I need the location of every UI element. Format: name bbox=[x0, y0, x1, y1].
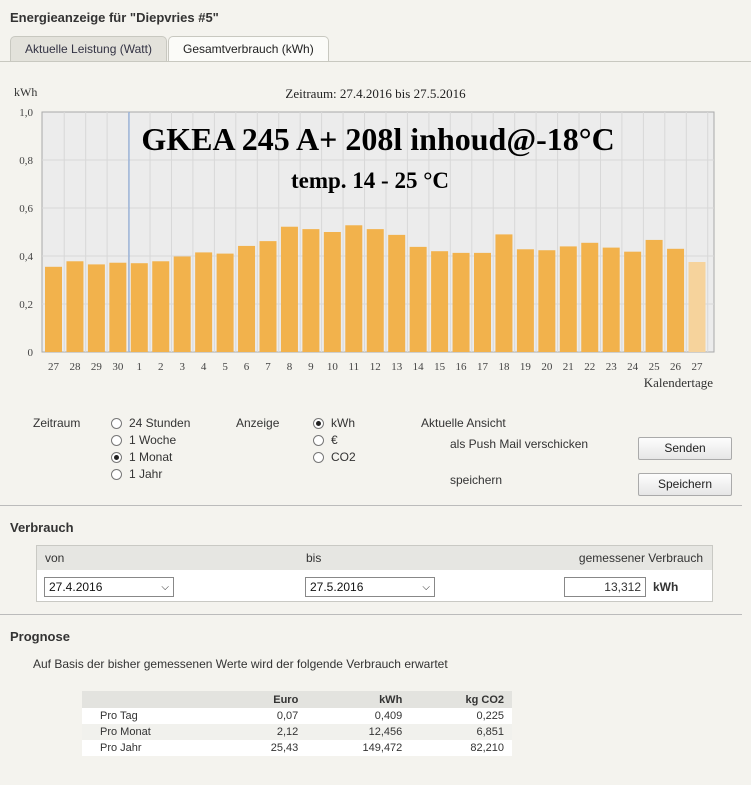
section-divider bbox=[0, 505, 742, 506]
x-tick-label: 14 bbox=[412, 361, 424, 373]
bar bbox=[689, 262, 706, 352]
y-tick-label: 0,4 bbox=[19, 251, 33, 263]
bar bbox=[324, 232, 341, 352]
header-cell: kg CO2 bbox=[410, 691, 512, 708]
y-tick-label: 0,2 bbox=[19, 299, 33, 311]
x-tick-label: 24 bbox=[627, 361, 639, 373]
bar bbox=[109, 263, 126, 352]
x-tick-label: 27 bbox=[691, 361, 703, 373]
anzeige-radio-group bbox=[313, 415, 356, 466]
table-row: Pro Tag 0,07 0,409 0,225 bbox=[82, 708, 512, 724]
gemessener-verbrauch-field[interactable]: 13,312 bbox=[564, 577, 646, 597]
bar bbox=[646, 240, 663, 352]
push-mail-label: als Push Mail verschicken bbox=[450, 437, 589, 451]
radio-icon[interactable] bbox=[111, 435, 122, 446]
table-header-row bbox=[82, 691, 512, 708]
zeitraum-radio-group bbox=[111, 415, 190, 483]
bar bbox=[174, 256, 191, 352]
radio-icon[interactable] bbox=[111, 418, 122, 429]
section-divider bbox=[0, 614, 742, 615]
x-tick-label: 11 bbox=[348, 361, 360, 373]
y-tick-labels bbox=[19, 107, 33, 359]
radio-icon[interactable] bbox=[313, 452, 324, 463]
bar bbox=[517, 249, 534, 352]
x-tick-label: 22 bbox=[584, 361, 596, 373]
bar bbox=[88, 264, 105, 352]
x-tick-label: 30 bbox=[112, 361, 124, 373]
anzeige-option-euro[interactable]: € bbox=[313, 432, 356, 449]
verbrauch-panel bbox=[36, 545, 713, 602]
bar bbox=[66, 261, 83, 352]
radio-checked-icon[interactable] bbox=[111, 452, 122, 463]
tab-aktuelle-leistung[interactable]: Aktuelle Leistung (Watt) bbox=[10, 36, 167, 61]
x-tick-label: 20 bbox=[541, 361, 553, 373]
x-tick-label: 21 bbox=[562, 361, 574, 373]
chart-title: GKEA 245 A+ 208l inhoud@-18°C bbox=[141, 121, 615, 157]
x-tick-label: 19 bbox=[519, 361, 531, 373]
y-tick-label: 0,8 bbox=[19, 155, 33, 167]
chevron-down-icon: ⌵ bbox=[161, 582, 169, 593]
x-axis-label: Kalendertage bbox=[643, 375, 713, 390]
zeitraum-option-woche[interactable]: 1 Woche bbox=[111, 432, 190, 449]
x-tick-label: 2 bbox=[158, 361, 164, 373]
bar bbox=[453, 253, 470, 352]
x-tick-label: 8 bbox=[286, 361, 293, 373]
bar bbox=[45, 267, 62, 352]
bar bbox=[603, 248, 620, 352]
bar bbox=[410, 247, 427, 352]
chart-period: Zeitraum: 27.4.2016 bis 27.5.2016 bbox=[285, 86, 466, 101]
bis-date-select[interactable]: 27.5.2016 ⌵ bbox=[305, 577, 435, 597]
radio-checked-icon[interactable] bbox=[313, 418, 324, 429]
anzeige-option-co2[interactable]: CO2 bbox=[313, 449, 356, 466]
bar bbox=[238, 246, 255, 352]
x-tick-label: 6 bbox=[243, 361, 250, 373]
chart-subtitle: temp. 14 - 25 °C bbox=[290, 168, 450, 193]
x-tick-label: 23 bbox=[605, 361, 617, 373]
header-cell: Euro bbox=[225, 691, 306, 708]
x-tick-label: 17 bbox=[477, 361, 488, 373]
col-bis: bis bbox=[306, 551, 322, 565]
zeitraum-option-jahr[interactable]: 1 Jahr bbox=[111, 466, 190, 483]
von-date-select[interactable]: 27.4.2016 ⌵ bbox=[44, 577, 174, 597]
x-tick-label: 1 bbox=[136, 361, 143, 373]
x-tick-label: 5 bbox=[222, 361, 228, 373]
chevron-down-icon: ⌵ bbox=[422, 582, 430, 593]
table-row: Pro Monat 2,12 12,456 6,851 bbox=[82, 724, 512, 740]
x-tick-label: 4 bbox=[200, 361, 207, 373]
bar bbox=[367, 229, 384, 352]
x-tick-label: 27 bbox=[48, 361, 59, 373]
table-row: Pro Jahr 25,43 149,472 82,210 bbox=[82, 740, 512, 756]
tab-gesamtverbrauch[interactable]: Gesamtverbrauch (kWh) bbox=[168, 36, 329, 62]
x-tick-label: 28 bbox=[69, 361, 81, 373]
bar bbox=[388, 235, 405, 352]
bar bbox=[560, 246, 577, 352]
x-tick-label: 7 bbox=[265, 361, 271, 373]
prognose-description: Auf Basis der bisher gemessenen Werte wird der folgende Verbrauch erwartet bbox=[33, 657, 448, 671]
bar bbox=[217, 254, 234, 352]
window-title: Energieanzeige für "Diepvries #5" bbox=[10, 10, 219, 25]
radio-icon[interactable] bbox=[313, 435, 324, 446]
verbrauch-unit: kWh bbox=[653, 580, 679, 594]
speichern-label: speichern bbox=[450, 473, 503, 487]
x-tick-label: 15 bbox=[434, 361, 446, 373]
bar bbox=[474, 253, 491, 352]
x-tick-label: 12 bbox=[369, 361, 381, 373]
y-tick-label: 1,0 bbox=[19, 107, 33, 119]
bar bbox=[667, 249, 684, 352]
bar bbox=[281, 227, 298, 352]
x-tick-label: 9 bbox=[308, 361, 314, 373]
anzeige-label: Anzeige bbox=[236, 416, 280, 430]
x-tick-label: 10 bbox=[326, 361, 338, 373]
col-von: von bbox=[45, 551, 65, 565]
speichern-button[interactable]: Speichern bbox=[638, 473, 732, 496]
zeitraum-option-24h[interactable]: 24 Stunden bbox=[111, 415, 190, 432]
radio-icon[interactable] bbox=[111, 469, 122, 480]
x-tick-label: 29 bbox=[90, 361, 102, 373]
y-tick-label: 0,6 bbox=[19, 203, 33, 215]
header-cell: kWh bbox=[306, 691, 410, 708]
senden-button[interactable]: Senden bbox=[638, 437, 732, 460]
bar bbox=[260, 241, 277, 352]
bar bbox=[345, 225, 362, 352]
col-gemessener-verbrauch: gemessener Verbrauch bbox=[578, 551, 703, 565]
zeitraum-label: Zeitraum bbox=[33, 416, 81, 430]
x-tick-label: 13 bbox=[391, 361, 403, 373]
x-tick-labels bbox=[48, 361, 703, 373]
bar bbox=[538, 250, 555, 352]
tab-divider bbox=[0, 61, 751, 62]
bar bbox=[495, 234, 512, 352]
x-tick-label: 18 bbox=[498, 361, 510, 373]
x-tick-label: 26 bbox=[670, 361, 682, 373]
y-axis-label: kWh bbox=[14, 85, 38, 99]
bar bbox=[195, 252, 212, 352]
bar bbox=[302, 229, 319, 352]
aktuelle-ansicht-label: Aktuelle Ansicht bbox=[421, 416, 506, 430]
bar bbox=[431, 251, 448, 352]
x-tick-label: 3 bbox=[179, 361, 185, 373]
verbrauch-header bbox=[37, 546, 712, 570]
bar bbox=[581, 243, 598, 352]
verbrauch-title: Verbrauch bbox=[10, 520, 74, 535]
header-cell bbox=[82, 691, 225, 708]
prognose-title: Prognose bbox=[10, 629, 70, 644]
x-tick-label: 16 bbox=[455, 361, 467, 373]
bar bbox=[624, 252, 641, 352]
bar bbox=[152, 261, 169, 352]
y-tick-label: 0 bbox=[27, 347, 33, 359]
bar bbox=[131, 263, 148, 352]
x-tick-label: 25 bbox=[648, 361, 660, 373]
anzeige-option-kwh[interactable]: kWh bbox=[313, 415, 356, 432]
prognose-table bbox=[82, 691, 512, 756]
zeitraum-option-monat[interactable]: 1 Monat bbox=[111, 449, 190, 466]
